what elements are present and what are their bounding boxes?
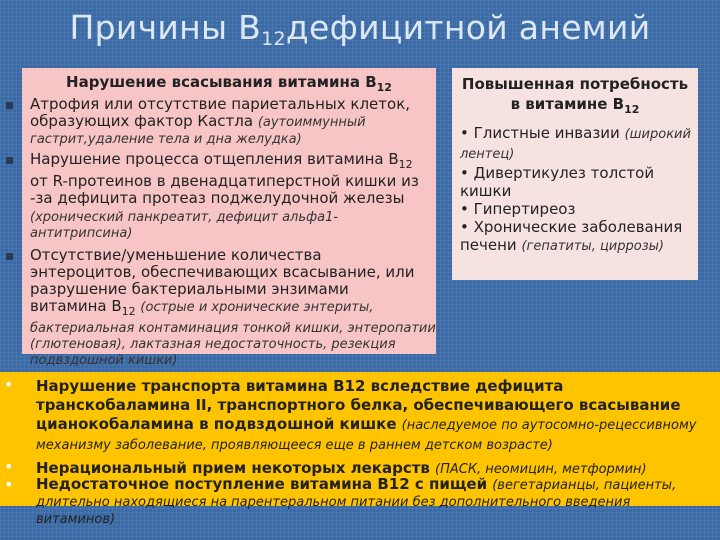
title-text-end: дефицитной анемий bbox=[285, 8, 651, 47]
absorption-heading-sub: 12 bbox=[376, 81, 392, 94]
title-text: Причины В bbox=[69, 8, 262, 47]
demand-heading bbox=[452, 68, 698, 120]
bullet-icon: • bbox=[4, 475, 14, 494]
list-item bbox=[22, 96, 436, 147]
item-note: бактериальная контаминация тонкой кишки, энтеропатии (глютеновая), лактазная недостаточность, резекция подвздошной кишки) bbox=[30, 321, 436, 368]
item-line-text: витамина В bbox=[30, 297, 122, 315]
item-note: (острые и хронические энтериты, bbox=[140, 300, 374, 315]
square-bullet-icon bbox=[6, 253, 13, 260]
list-item bbox=[452, 218, 698, 256]
list-item bbox=[452, 200, 698, 218]
list-item bbox=[22, 151, 436, 241]
item-subscript: 12 bbox=[398, 158, 413, 171]
item-line: Атрофия или отсутствие париетальных клеток, bbox=[30, 95, 411, 113]
item-note: (вегетарианцы, пациенты, длительно находящиеся на парентеральном питании без дополнительного введения витаминов) bbox=[36, 478, 677, 527]
item-main: Недостаточное поступление витамина В12 с пищей bbox=[36, 475, 488, 493]
list-item bbox=[0, 476, 720, 527]
item-note: (ПАСК, неомицин, метформин) bbox=[435, 462, 647, 477]
item-text: • Дивертикулез толстой кишки bbox=[460, 164, 655, 200]
item-note: (наследуемое по аутосомно-рецессивному механизму заболевание, проявляющееся еще в раннем детском возрасте) bbox=[36, 418, 697, 453]
list-item bbox=[0, 376, 720, 454]
item-line bbox=[30, 113, 436, 131]
item-note: гастрит,удаление тела и дна желудка) bbox=[30, 132, 302, 147]
item-note: (хронический панкреатит, дефицит альфа1-антитрипсина) bbox=[30, 210, 339, 241]
item-line: от R-протеинов в двенадцатиперстной кишки из bbox=[30, 172, 419, 190]
item-line: -за дефицита протеаз поджелудочной железы bbox=[30, 189, 405, 207]
item-note: (аутоиммунный bbox=[257, 115, 366, 130]
item-line-text: Нарушение процесса отщепления витамина В bbox=[30, 150, 399, 168]
demand-heading-line bbox=[452, 94, 698, 120]
item-line: разрушение бактериальными энзимами bbox=[30, 280, 349, 298]
item-line bbox=[30, 151, 436, 173]
item-line bbox=[30, 298, 436, 320]
square-bullet-icon bbox=[6, 102, 13, 109]
other-causes-band bbox=[0, 372, 720, 527]
absorption-heading bbox=[22, 68, 436, 94]
title-subscript: 12 bbox=[261, 28, 286, 50]
list-item bbox=[452, 164, 698, 200]
item-subscript: 12 bbox=[121, 305, 136, 318]
item-text: • Хронические заболевания печени bbox=[460, 218, 683, 254]
list-item bbox=[22, 247, 436, 368]
list-item bbox=[452, 124, 698, 164]
item-text: • Глистные инвазии bbox=[460, 124, 620, 142]
demand-panel bbox=[452, 68, 698, 280]
item-line: Отсутствие/уменьшение количества bbox=[30, 246, 322, 264]
item-text: • Гипертиреоз bbox=[460, 200, 576, 218]
demand-heading-sub: 12 bbox=[624, 103, 640, 116]
absorption-panel bbox=[22, 68, 436, 368]
demand-heading-line: Повышенная потребность bbox=[461, 75, 689, 93]
item-note: (гепатиты, циррозы) bbox=[521, 239, 664, 254]
bullet-icon: • bbox=[4, 457, 14, 476]
item-main: Нерациональный прием некоторых лекарств bbox=[36, 459, 430, 477]
demand-heading-text: в витамине В bbox=[510, 95, 625, 113]
item-note: (широкий лентец) bbox=[460, 127, 691, 162]
square-bullet-icon bbox=[6, 157, 13, 164]
item-line-text: образующих фактор Кастла bbox=[30, 112, 254, 130]
item-line: энтероцитов, обеспечивающих всасывание, или bbox=[30, 263, 415, 281]
item-main: Нарушение транспорта витамина В12 вследствие дефицита транскобаламина II, транспортного белка, обеспечивающего всасывание цианокобаламина в подвздошной кишке bbox=[36, 377, 681, 433]
absorption-heading-text: Нарушение всасывания витамина В bbox=[66, 73, 377, 91]
bullet-icon: • bbox=[4, 375, 14, 394]
slide-title bbox=[0, 6, 720, 61]
